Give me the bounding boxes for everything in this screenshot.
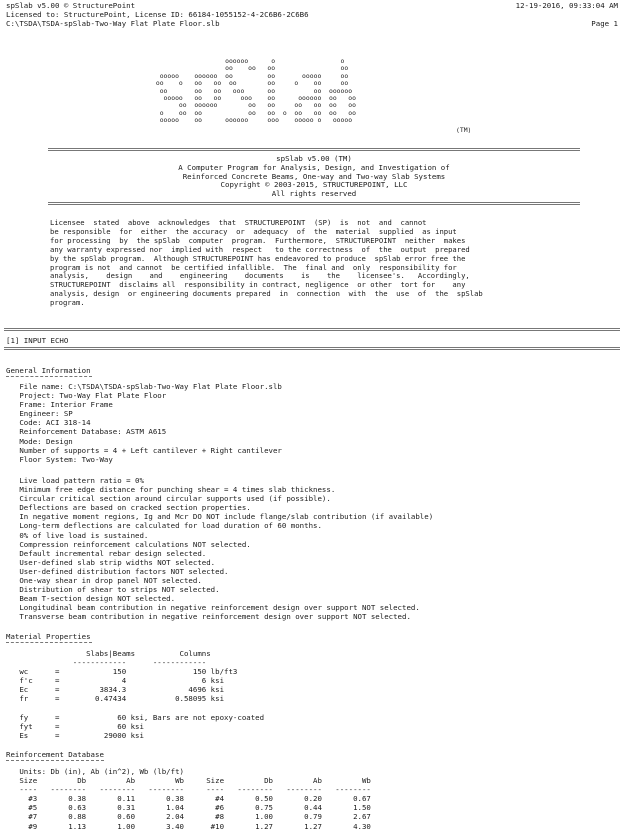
header-page-number: Page 1 xyxy=(591,19,618,28)
general-info-underline xyxy=(6,376,92,377)
header-line-license: Licensed to: StructurePoint, License ID: 66184-1055152-4-2C6B6-2C6B6 xyxy=(6,10,309,19)
title-rights: All rights reserved xyxy=(271,189,357,199)
spslab-ascii-logo: oooooo o o oo oo oo oo ooooo oooooo oo oo ooooo oo oo o oo oo oo oo o oo oo oo oo oo ooo oo oo oooooo ooooo oo oo ooo oo oooooo oo oo oo oooooo oo oo oo oo oo oo o oo oo oo oo o oo oo oo oo ooooo oo oooooo ooo ooooo o ooooo xyxy=(155,57,356,125)
rebar-heading: Reinforcement Database xyxy=(6,750,104,759)
title-description: A Computer Program for Analysis, Design, and Investigation of xyxy=(178,162,450,172)
title-copyright: Copyright © 2003-2015, STRUCTUREPOINT, LLC xyxy=(220,180,408,190)
material-underline xyxy=(6,642,92,643)
general-info-heading: General Information xyxy=(6,366,91,375)
rebar-underline xyxy=(6,760,104,761)
general-options-lines: Live load pattern ratio = 0% Minimum free edge distance for punching shear = 4 times slab thickness. Circular critical section around circular supports used (if possible). Deflections are based on cracked section properties. In negative moment regions, Ig and Mcr DO NOT include flange/slab contribution (if available) Long-term deflections are calculated for load duration of 60 months. 0% of live load is sustained. Compression reinforcement calculations NOT selected. Default incremental rebar design selected. User-defined slab strip widths NOT selected. User-defined distribution factors NOT selected. One-way shear in drop panel NOT selected. Distribution of shear to strips NOT selected. Beam T-section design NOT selected. Longitudinal beam contribution in negative reinforcement design over support NOT selected. Transverse beam contribution in negative reinforcement design over support NOT selected. xyxy=(19,476,434,622)
rebar-table: Units: Db (in), Ab (in^2), Wb (lb/ft) Size Db Ab Wb Size Db Ab Wb ---- -------- -------- -------- ---- -------- -------- -------- #3 0.38 0.11 0.38 #4 0.50 0.20 0.67 #5 0.63 0.31 1.04 #6 0.75 0.44 1.50 #7 0.88 0.60 2.04 #8 1.00 0.79 2.67 #9 1.13 1.00 3.40 #10 1.27 1.27 4.30 xyxy=(19,767,371,831)
material-table: Slabs|Beams Columns ------------ ------------ wc = 150 150 lb/ft3 f'c = 4 6 ksi Ec = 3834.3 4696 ksi fr = 0.47434 0.58095 ksi fy = 60 ksi, Bars are not epoxy-coated fyt = 60 ksi Es = 29000 ksi xyxy=(19,649,265,740)
header-line-filepath: C:\TSDA\TSDA-spSlab-Two-Way Flat Plate Floor.slb xyxy=(6,19,220,28)
section-heading-input-echo: [1] INPUT ECHO xyxy=(6,336,69,345)
title-product: spSlab v5.00 (TM) xyxy=(276,154,352,163)
title-bottom-rule xyxy=(48,202,580,205)
license-disclaimer: Licensee stated above acknowledges that STRUCTUREPOINT (SP) is not and cannot be responsible for either the accuracy or adequacy of the material supplied as input for processing by the spSlab computer program. Furthermore, STRUCTUREPOINT neither makes any warranty expressed nor implied with respect to the correctness of the output prepared by the spSlab program. Although STRUCTUREPOINT has endeavored to produce spSlab error free the program is not and cannot be certified infallible. The final and only responsibility for analysis, design and engineering documents is the licensee's. Accordingly, STRUCTUREPOINT disclaims all responsibility in contract, negligence or other tort for any analysis, design or engineering documents prepared in connection with the use of the spSlab program. xyxy=(50,218,483,308)
header-line-product: spSlab v5.00 © StructurePoint xyxy=(6,1,136,10)
title-block xyxy=(48,155,580,199)
section-bottom-rule xyxy=(4,347,620,350)
section-top-rule xyxy=(4,328,620,331)
general-info-lines: File name: C:\TSDA\TSDA-spSlab-Two-Way Flat Plate Floor.slb Project: Two-Way Flat Plate Floor Frame: Interior Frame Engineer: SP Code: ACI 318-14 Reinforcement Database: ASTM A615 Mode: Design Number of supports = 4 + Left cantilever + Right cantilever Floor System: Two-Way xyxy=(19,382,282,464)
title-top-rule xyxy=(48,148,580,151)
header-datetime: 12-19-2016, 09:33:04 AM xyxy=(515,1,618,10)
trademark-mark: (TM) xyxy=(456,126,472,134)
title-systems: Reinforced Concrete Beams, One-way and Two-way Slab Systems xyxy=(182,171,446,181)
material-heading: Material Properties xyxy=(6,632,91,641)
